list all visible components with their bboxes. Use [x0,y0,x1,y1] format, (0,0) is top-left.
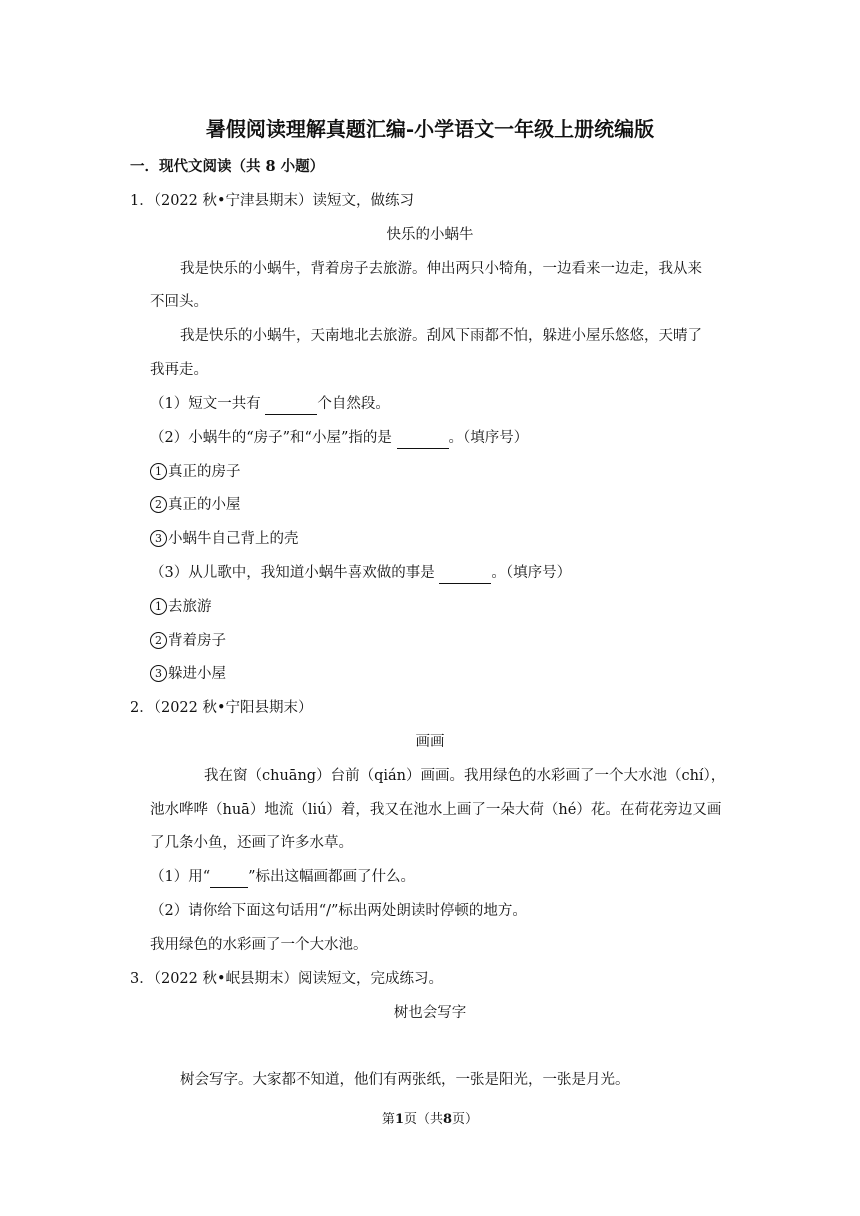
sub-question-text: （2）小蜗牛的“房子”和“小屋”指的是 [150,430,392,446]
footer-text: 第 [381,1112,395,1127]
page-total: 8 [443,1112,453,1127]
question-1-header: 1．（2022 秋•宁津县期末）读短文，做练习 [130,193,415,209]
passage-2-title: 画画 [415,734,445,750]
footer-text: 页） [452,1112,479,1127]
option-item [150,462,241,482]
question-2-sentence: 我用绿色的水彩画了一个大水池。 [150,937,368,953]
passage-3-line: 树会写字。大家都不知道，他们有两张纸，一张是阳光，一张是月光。 [180,1072,630,1088]
option-item [150,495,241,515]
passage-2-line: 池水哗哗（huā）地流（liú）着，我又在池水上画了一朵大荷（hé）花。在荷花旁边又画 [150,802,722,818]
document-title: 暑假阅读理解真题汇编-小学语文一年级上册统编版 [205,117,655,141]
sub-question-text: ”标出这幅画都画了什么。 [248,869,416,885]
question-2-sub-2: （2）请你给下面这句话用“/”标出两处朗读时停顿的地方。 [150,903,527,919]
option-number: 3 [150,530,167,547]
option-number: 3 [150,665,167,682]
answer-blank [439,563,491,584]
section-heading: 一．现代文阅读（共 8 小题） [130,158,325,175]
option-item [150,597,212,617]
question-1-sub-3 [150,563,571,584]
question-2-header: 2．（2022 秋•宁阳县期末） [130,700,313,716]
page-number: 1 [394,1112,404,1127]
passage-2-line: 了几条小鱼，还画了许多水草。 [150,835,353,851]
question-1-sub-1 [150,394,390,415]
passage-1-line: 我再走。 [150,362,208,378]
passage-1-line: 我是快乐的小蜗牛，背着房子去旅游。伸出两只小犄角，一边看来一边走，我从来 [180,261,702,277]
option-item [150,529,299,549]
option-number: 2 [150,632,167,649]
option-text: 去旅游 [168,599,212,615]
option-item [150,631,226,651]
answer-blank [397,428,449,449]
option-item [150,664,226,684]
option-text: 真正的房子 [168,464,241,480]
passage-1-line: 不回头。 [150,294,208,310]
option-text: 躲进小屋 [168,666,226,682]
underline-mark [210,867,248,888]
footer-text: 页（共 [403,1112,443,1127]
option-text: 真正的小屋 [168,497,241,513]
option-text: 小蜗牛自己背上的壳 [168,531,299,547]
sub-question-text: 。（填序号） [448,430,529,446]
option-number: 1 [150,598,167,615]
sub-question-text: （3）从儿歌中，我知道小蜗牛喜欢做的事是 [150,565,435,581]
passage-1-title: 快乐的小蜗牛 [386,227,474,243]
passage-3-title: 树也会写字 [393,1005,467,1021]
page-footer [0,1108,860,1127]
passage-1-line: 我是快乐的小蜗牛，天南地北去旅游。刮风下雨都不怕，躲进小屋乐悠悠，天晴了 [180,328,702,344]
sub-question-text: 个自然段。 [317,396,390,412]
question-3-header: 3．（2022 秋•岷县期末）阅读短文，完成练习。 [130,971,444,987]
sub-question-text: 。（填序号） [491,565,572,581]
question-1-sub-2 [150,428,528,449]
sub-question-text: （1）短文一共有 [150,396,261,412]
option-text: 背着房子 [168,633,226,649]
question-2-sub-1 [150,867,415,888]
passage-2-line: 我在窗（chuāng）台前（qián）画画。我用绿色的水彩画了一个大水池（chí）， [204,768,726,784]
answer-blank [265,394,317,415]
option-number: 2 [150,496,167,513]
sub-question-text: （1）用“ [150,869,211,885]
option-number: 1 [150,463,167,480]
